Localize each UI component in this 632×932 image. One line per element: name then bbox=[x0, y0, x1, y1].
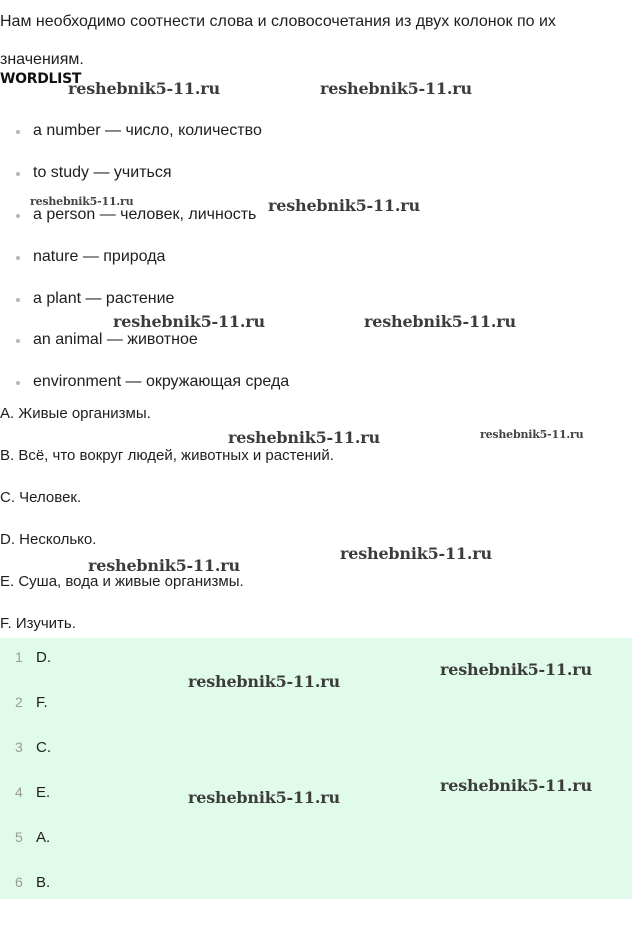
watermark: reshebnik5-11.ru bbox=[113, 312, 265, 331]
wordlist-heading: WORDLIST bbox=[0, 71, 82, 87]
word-item: a person — человек, личность bbox=[33, 206, 256, 224]
watermark: reshebnik5-11.ru bbox=[320, 79, 472, 98]
bullet-icon bbox=[16, 214, 20, 218]
answer-value: D. bbox=[36, 649, 51, 666]
answer-number: 2 bbox=[15, 694, 23, 710]
bullet-icon bbox=[16, 256, 20, 260]
answer-value: A. bbox=[36, 829, 51, 846]
word-item: a number — число, количество bbox=[33, 122, 262, 140]
answer-number: 3 bbox=[15, 739, 23, 755]
bullet-icon bbox=[16, 381, 20, 385]
definition-c: C. Человек. bbox=[0, 489, 82, 506]
answer-number: 4 bbox=[15, 784, 23, 800]
watermark: reshebnik5-11.ru bbox=[440, 776, 592, 795]
bullet-icon bbox=[16, 130, 20, 134]
watermark: reshebnik5-11.ru bbox=[340, 544, 492, 563]
definition-f: F. Изучить. bbox=[0, 615, 76, 632]
watermark: reshebnik5-11.ru bbox=[440, 660, 592, 679]
answer-value: B. bbox=[36, 874, 51, 891]
watermark: reshebnik5-11.ru bbox=[480, 428, 584, 441]
bullet-icon bbox=[16, 298, 20, 302]
word-item: nature — природа bbox=[33, 248, 165, 266]
word-item: a plant — растение bbox=[33, 290, 174, 308]
watermark: reshebnik5-11.ru bbox=[188, 672, 340, 691]
word-item: an animal — животное bbox=[33, 331, 198, 349]
word-item: environment — окружающая среда bbox=[33, 373, 289, 391]
watermark: reshebnik5-11.ru bbox=[268, 196, 420, 215]
answer-value: C. bbox=[36, 739, 51, 756]
definition-e: E. Суша, вода и живые организмы. bbox=[0, 573, 244, 590]
watermark: reshebnik5-11.ru bbox=[188, 788, 340, 807]
bullet-icon bbox=[16, 339, 20, 343]
answer-number: 6 bbox=[15, 874, 23, 890]
watermark: reshebnik5-11.ru bbox=[364, 312, 516, 331]
answer-number: 5 bbox=[15, 829, 23, 845]
intro-text: Нам необходимо соотнести слова и словосочетания из двух колонок по их значениям. bbox=[0, 13, 556, 68]
watermark: reshebnik5-11.ru bbox=[30, 195, 134, 208]
answer-value: E. bbox=[36, 784, 51, 801]
word-item: to study — учиться bbox=[33, 164, 172, 182]
watermark: reshebnik5-11.ru bbox=[228, 428, 380, 447]
bullet-icon bbox=[16, 172, 20, 176]
definition-a: A. Живые организмы. bbox=[0, 405, 151, 422]
definition-d: D. Несколько. bbox=[0, 531, 97, 548]
answer-number: 1 bbox=[15, 649, 23, 665]
definition-b: B. Всё, что вокруг людей, животных и растений. bbox=[0, 447, 334, 464]
watermark: reshebnik5-11.ru bbox=[68, 79, 220, 98]
watermark: reshebnik5-11.ru bbox=[88, 556, 240, 575]
answer-value: F. bbox=[36, 694, 48, 711]
